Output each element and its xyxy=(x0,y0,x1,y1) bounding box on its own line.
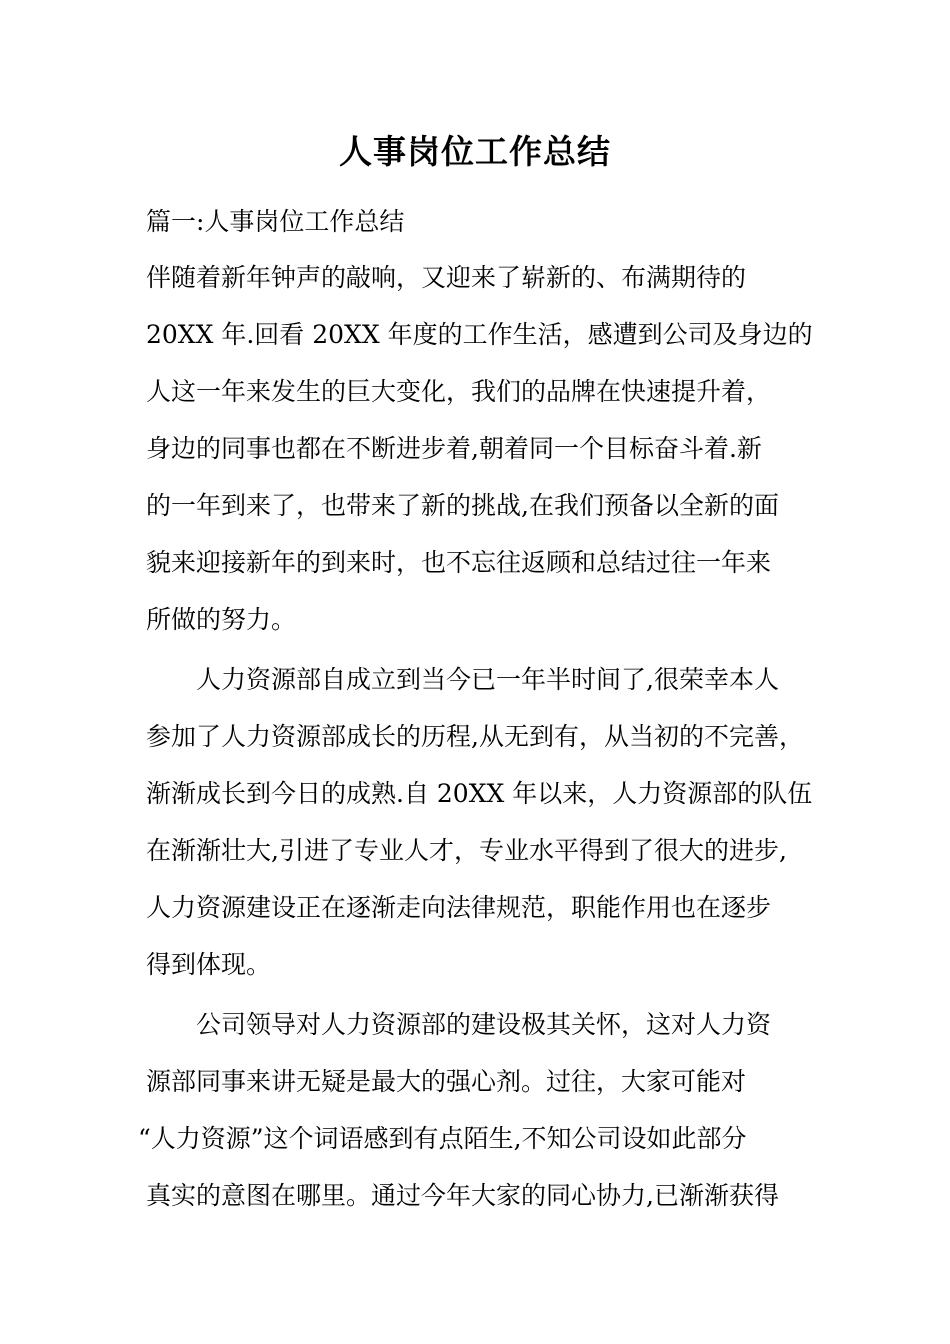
paragraph-line: 所做的努力。 xyxy=(146,605,297,634)
document-title: 人事岗位工作总结 xyxy=(339,132,611,171)
paragraph-line: 20XX 年.回看 20XX 年度的工作生活，感遭到公司及身边的 xyxy=(146,320,813,349)
paragraph-line: 公司领导对人力资源部的建设极其关怀，这对人力资 xyxy=(196,1010,772,1039)
paragraph-line: 人力资源部自成立到当今已一年半时间了,很荣幸本人 xyxy=(196,665,779,694)
paragraph-line: 貌来迎接新年的到来时，也不忘往返顾和总结过往一年来 xyxy=(146,548,772,577)
paragraph-line: 伴随着新年钟声的敲响，又迎来了崭新的、布满期待的 xyxy=(146,263,747,292)
section-heading: 篇一:人事岗位工作总结 xyxy=(146,207,405,236)
paragraph-line: “人力资源”这个词语感到有点陌生,不知公司设如此部分 xyxy=(138,1124,747,1153)
paragraph-line: 真实的意图在哪里。通过今年大家的同心协力,已渐渐获得 xyxy=(146,1181,779,1210)
paragraph-line: 在渐渐壮大,引进了专业人才，专业水平得到了很大的进步, xyxy=(146,836,787,865)
paragraph-line: 渐渐成长到今日的成熟.自 20XX 年以来，人力资源部的队伍 xyxy=(146,779,813,808)
paragraph-line: 源部同事来讲无疑是最大的强心剂。过往，大家可能对 xyxy=(146,1067,747,1096)
paragraph-line: 人力资源建设正在逐渐走向法律规范，职能作用也在逐步 xyxy=(146,893,772,922)
paragraph-line: 身边的同事也都在不断进步着,朝着同一个目标奋斗着.新 xyxy=(146,434,762,463)
paragraph-line: 的一年到来了，也带来了新的挑战,在我们预备以全新的面 xyxy=(146,491,779,520)
paragraph-line: 人这一年来发生的巨大变化，我们的品牌在快速提升着， xyxy=(146,377,772,406)
paragraph-line: 参加了人力资源部成长的历程,从无到有，从当初的不完善， xyxy=(146,722,804,751)
paragraph-line: 得到体现。 xyxy=(146,950,272,979)
